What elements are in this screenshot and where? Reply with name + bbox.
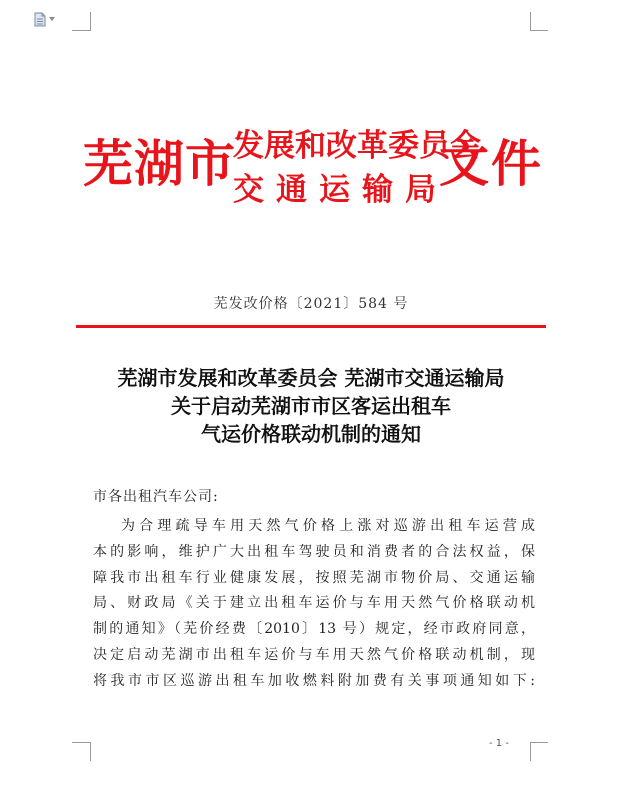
body-line: 障我市出租车行业健康发展，按照芜湖市物价局、交通运输 [93, 569, 535, 586]
body-line: 为合理疏导车用天然气价格上涨对巡游出租车运营成 [121, 518, 535, 534]
document-number: 芜发改价格〔2021〕584 号 [213, 296, 409, 312]
salutation: 市各出租汽车公司: [93, 489, 219, 505]
body-line: 将我市市区巡游出租车加收燃料附加费有关事项通知如下: [93, 672, 535, 689]
crop-mark-bottom-left-h [72, 742, 90, 743]
crop-mark-top-right-v [530, 12, 531, 31]
letterhead-document-word: 文件 [439, 134, 543, 193]
body-line: 决定启动芜湖市出租车运价与车用天然气价格联动机制，现 [93, 646, 535, 663]
crop-mark-bottom-right-v [530, 742, 531, 761]
title-line-2: 关于启动芜湖市市区客运出租车 [171, 394, 451, 418]
title-line-1: 芜湖市发展和改革委员会 芜湖市交通运输局 [117, 366, 505, 390]
chevron-down-icon [49, 17, 55, 21]
crop-mark-bottom-right-h [530, 742, 548, 743]
page-number: - 1 - [489, 738, 509, 749]
body-line: 局、财政局《关于建立出租车运价与车用天然气价格联动机 [93, 595, 535, 612]
letterhead [60, 124, 560, 224]
letterhead-city: 芜湖市 [83, 134, 236, 193]
letterhead-agency-2: 交通运输局 [233, 172, 448, 208]
title-line-3: 气运价格联动机制的通知 [201, 422, 421, 446]
red-divider [76, 325, 546, 328]
crop-mark-top-right-h [530, 30, 548, 31]
body-paragraph [93, 514, 535, 695]
body-line: 制的通知》（芜价经费〔2010〕13 号）规定，经市政府同意， [93, 621, 535, 638]
crop-mark-top-left-v [90, 12, 91, 31]
crop-mark-bottom-left-v [90, 742, 91, 761]
letterhead-agencies [233, 126, 481, 210]
body-line: 本的影响，维护广大出租车驾驶员和消费者的合法权益，保 [93, 543, 535, 560]
crop-mark-top-left-h [72, 30, 90, 31]
document-options-button[interactable] [34, 10, 64, 28]
document-title [0, 364, 622, 448]
letterhead-agency-1: 发展和改革委员会 [233, 128, 481, 164]
document-icon [34, 12, 46, 27]
